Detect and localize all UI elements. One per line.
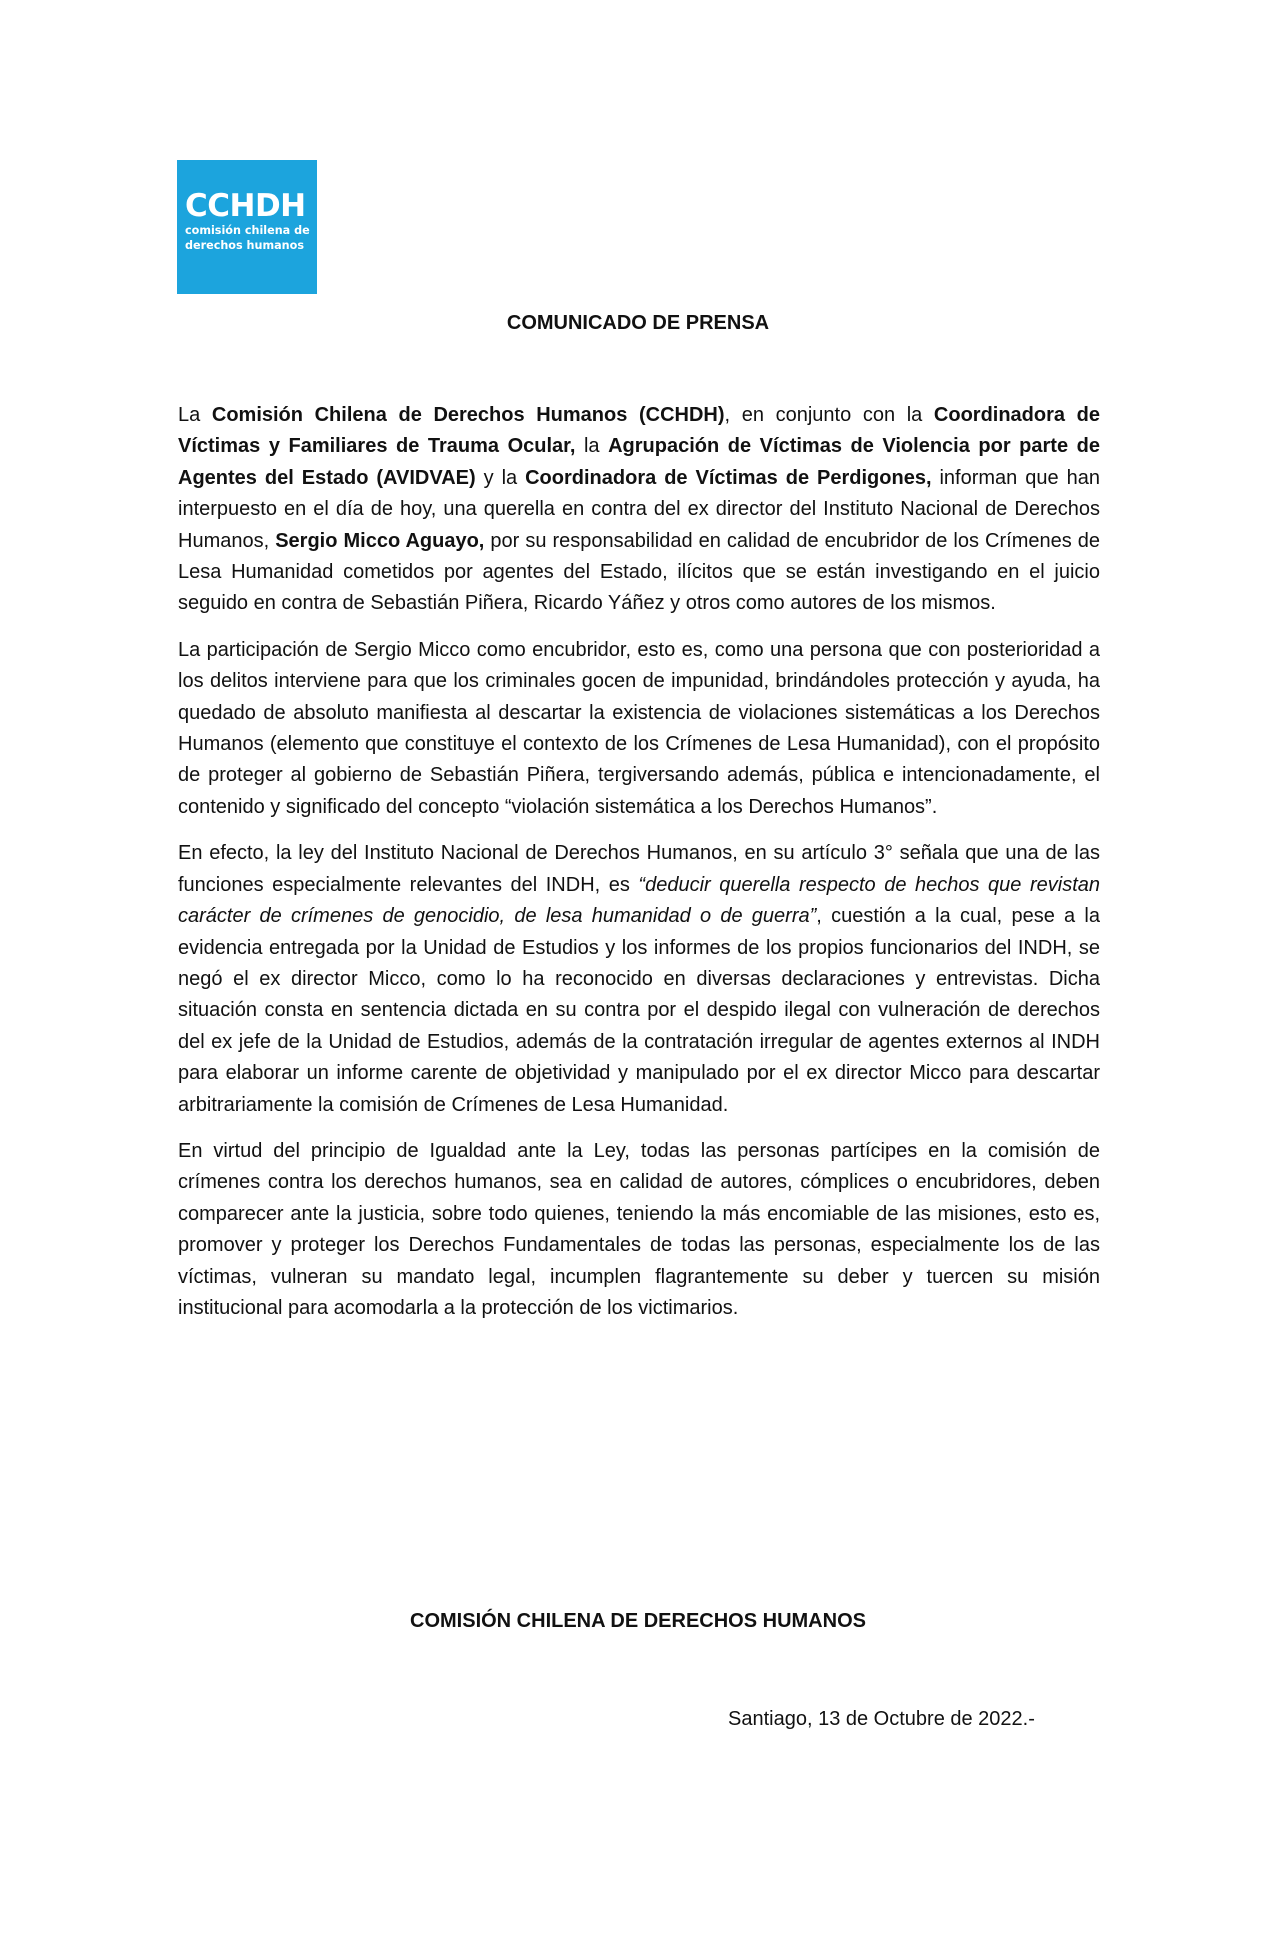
text-run: la (575, 435, 609, 458)
paragraph-4 (178, 1136, 1100, 1324)
text-run: informan que han interpuesto en el día de hoy, una querella en contra del ex director del Instituto Nacional de Derechos Humanos, (178, 466, 1100, 552)
document-body (178, 400, 1100, 1339)
logo-subtitle-line2: derechos humanos (185, 239, 304, 252)
bold-run: Agrupación de Víctimas de Violencia por parte de Agentes del Estado (AVIDVAE) (178, 435, 1100, 489)
document-title: COMUNICADO DE PRENSA (506, 312, 770, 334)
bold-run: Coordinadora de Víctimas y Familiares de Trauma Ocular, (178, 404, 1100, 458)
text-run: En virtud del principio de Igualdad ante la Ley, todas las personas partícipes en la comisión de crímenes contra los derechos humanos, sea en calidad de autores, cómplices o encubridores, deben comparecer ante la justicia, sobre todo quienes, teniendo la más encomiable de las misiones, esto es, promover y proteger los Derechos Fundamentales de todas las personas, especialmente los de las víctimas, vulneran su mandato legal, incumplen flagrantemente su deber y tuercen su misión institucional para acomodarla a la protección de los victimarios. (178, 1139, 1100, 1319)
paragraph-2 (178, 635, 1100, 823)
bold-run: Sergio Micco Aguayo, (275, 529, 485, 552)
text-run: , cuestión a la cual, pese a la evidencia entregada por la Unidad de Estudios y los informes de los propios funcionarios del INDH, se negó el ex director Micco, como lo ha reconocido en diversas declaraciones y entrevistas. Dicha situación consta en sentencia dictada en su contra por el despido ilegal con vulneración de derechos del ex jefe de la Unidad de Estudios, además de la contratación irregular de agentes externos al INDH para elaborar un informe carente de objetividad y manipulado por el ex director Micco para descartar arbitrariamente la comisión de Crímenes de Lesa Humanidad. (178, 905, 1100, 1116)
text-run: , en conjunto con la (724, 404, 934, 426)
text-run: En efecto, la ley del Instituto Nacional de Derechos Humanos, en su artículo 3° señala que una de las funciones especialmente relevantes del INDH, es (178, 842, 1100, 896)
italic-run: “deducir querella respecto de hechos que revistan carácter de crímenes de genocidio, de lesa humanidad o de guerra” (178, 873, 1100, 928)
cchdh-logo (177, 160, 317, 294)
bold-run: Comisión Chilena de Derechos Humanos (CCHDH) (211, 404, 725, 426)
text-run: La (178, 404, 212, 426)
paragraph-1 (178, 400, 1100, 620)
paragraph-3 (178, 838, 1100, 1121)
logo-wordmark: CCHDH (185, 188, 306, 224)
date-line: Santiago, 13 de Octubre de 2022.- (728, 1708, 1035, 1730)
text-run: por su responsabilidad en calidad de encubridor de los Crímenes de Lesa Humanidad cometidos por agentes del Estado, ilícitos que se están investigando en el juicio seguido en contra de Sebastián Piñera, Ricardo Yáñez y otros como autores de los mismos. (178, 529, 1101, 615)
logo-subtitle-line1: comisión chilena de (185, 224, 310, 237)
bold-run: Coordinadora de Víctimas de Perdigones, (525, 466, 932, 489)
text-run: y la (475, 466, 526, 489)
text-run: La participación de Sergio Micco como encubridor, esto es, como una persona que con posterioridad a los delitos interviene para que los criminales gocen de impunidad, brindándoles protección y ayuda, ha quedado de absoluto manifiesta al descartar la existencia de violaciones sistemáticas a los Derechos Humanos (elemento que constituye el contexto de los Crímenes de Lesa Humanidad), con el propósito de proteger al gobierno de Sebastián Piñera, tergiversando además, pública e intencionadamente, el contenido y significado del concepto “violación sistemática a los Derechos Humanos”. (178, 638, 1100, 818)
signature: COMISIÓN CHILENA DE DERECHOS HUMANOS (410, 1610, 866, 1632)
